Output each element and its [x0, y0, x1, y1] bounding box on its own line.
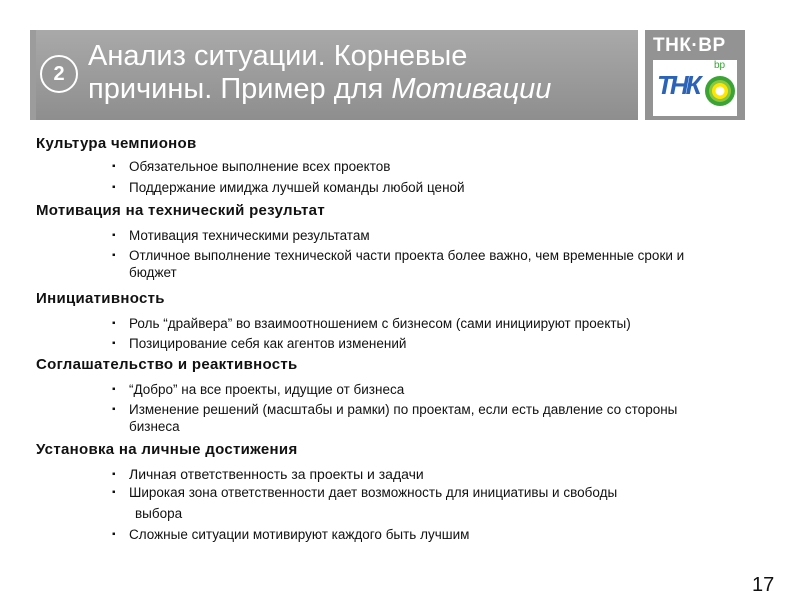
- page-number: 17: [752, 574, 775, 596]
- section-heading: Культура чемпионов: [36, 135, 197, 152]
- logo-wordmark: ТНК·ВР: [653, 35, 726, 56]
- section-initiative: [36, 289, 786, 352]
- list-item-continuation: бизнеса: [129, 419, 180, 434]
- bp-helios-icon: [703, 74, 737, 108]
- section-champions: [36, 134, 786, 196]
- section-heading: Установка на личные достижения: [36, 441, 298, 458]
- list-item: ▪ Роль “драйвера” во взаимоотношением с бизнесом (сами инициируют проекты): [36, 315, 786, 332]
- title-line-1: Анализ ситуации. Корневые: [88, 40, 468, 72]
- section-reactivity: [36, 355, 786, 435]
- section-personal-achievement: [36, 440, 786, 543]
- title-line-2-italic: Мотивации: [391, 73, 552, 105]
- list-item: ▪ Широкая зона ответственности дает возможность для инициативы и свободы: [36, 484, 786, 501]
- list-item: ▪ “Добро” на все проекты, идущие от бизнеса: [36, 381, 786, 398]
- content-body: [36, 128, 786, 543]
- tnk-logo-mark: ТНК: [657, 70, 699, 100]
- section-heading: Мотивация на технический результат: [36, 202, 325, 219]
- company-logo: [645, 30, 745, 120]
- list-item: ▪ Сложные ситуации мотивируют каждого быть лучшим: [36, 526, 786, 543]
- list-item-continuation: выбора: [135, 506, 183, 521]
- logo-emblem: [653, 60, 737, 116]
- page-title: [88, 40, 633, 106]
- list-item: ▪ Поддержание имиджа лучшей команды любой ценой: [36, 179, 786, 196]
- list-item: ▪ Обязательное выполнение всех проектов: [36, 158, 786, 175]
- list-item: ▪ Позицирование себя как агентов изменений: [36, 335, 786, 352]
- list-item: ▪ Мотивация техническими результатам: [36, 227, 786, 244]
- list-item-continuation: бюджет: [129, 265, 177, 280]
- section-number-badge: 2: [40, 55, 78, 93]
- list-item: ▪ Личная ответственность за проекты и задачи: [36, 466, 786, 483]
- section-heading: Соглашательство и реактивность: [36, 356, 298, 373]
- list-item: ▪ Изменение решений (масштабы и рамки) по проектам, если есть давление со стороны: [36, 401, 786, 418]
- section-technical-result: [36, 201, 786, 281]
- bp-label: bp: [714, 60, 726, 71]
- list-item: ▪ Отличное выполнение технической части проекта более важно, чем временные сроки и: [36, 247, 786, 264]
- section-heading: Инициативность: [36, 290, 165, 307]
- title-line-2-prefix: причины. Пример для: [88, 73, 392, 105]
